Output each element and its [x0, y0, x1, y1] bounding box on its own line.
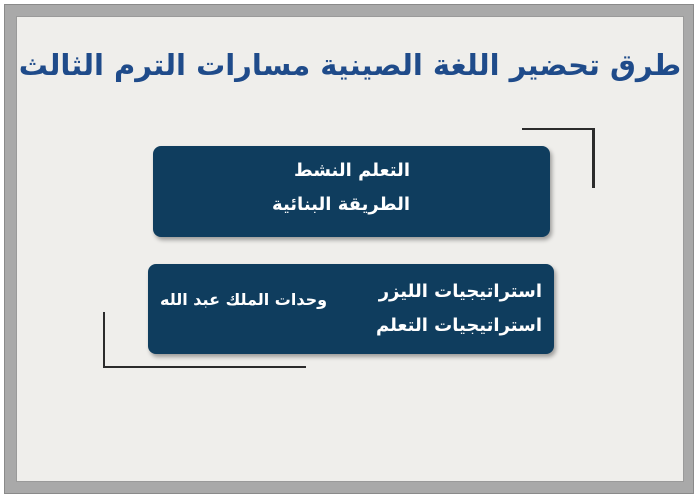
constructive-method-label: الطريقة البنائية [272, 194, 410, 215]
content-panel [16, 16, 684, 482]
laser-strategies-label: استراتيجيات الليزر [378, 281, 542, 302]
active-learning-box [153, 146, 550, 237]
learning-strategies-label: استراتيجيات التعلم [375, 315, 542, 336]
active-learning-label: التعلم النشط [293, 160, 410, 181]
strategies-box [148, 264, 554, 354]
slide-title: طرق تحضير اللغة الصينية مسارات الترم الثالث [18, 48, 682, 82]
king-abdullah-units-label: وحدات الملك عبد الله [160, 290, 328, 309]
